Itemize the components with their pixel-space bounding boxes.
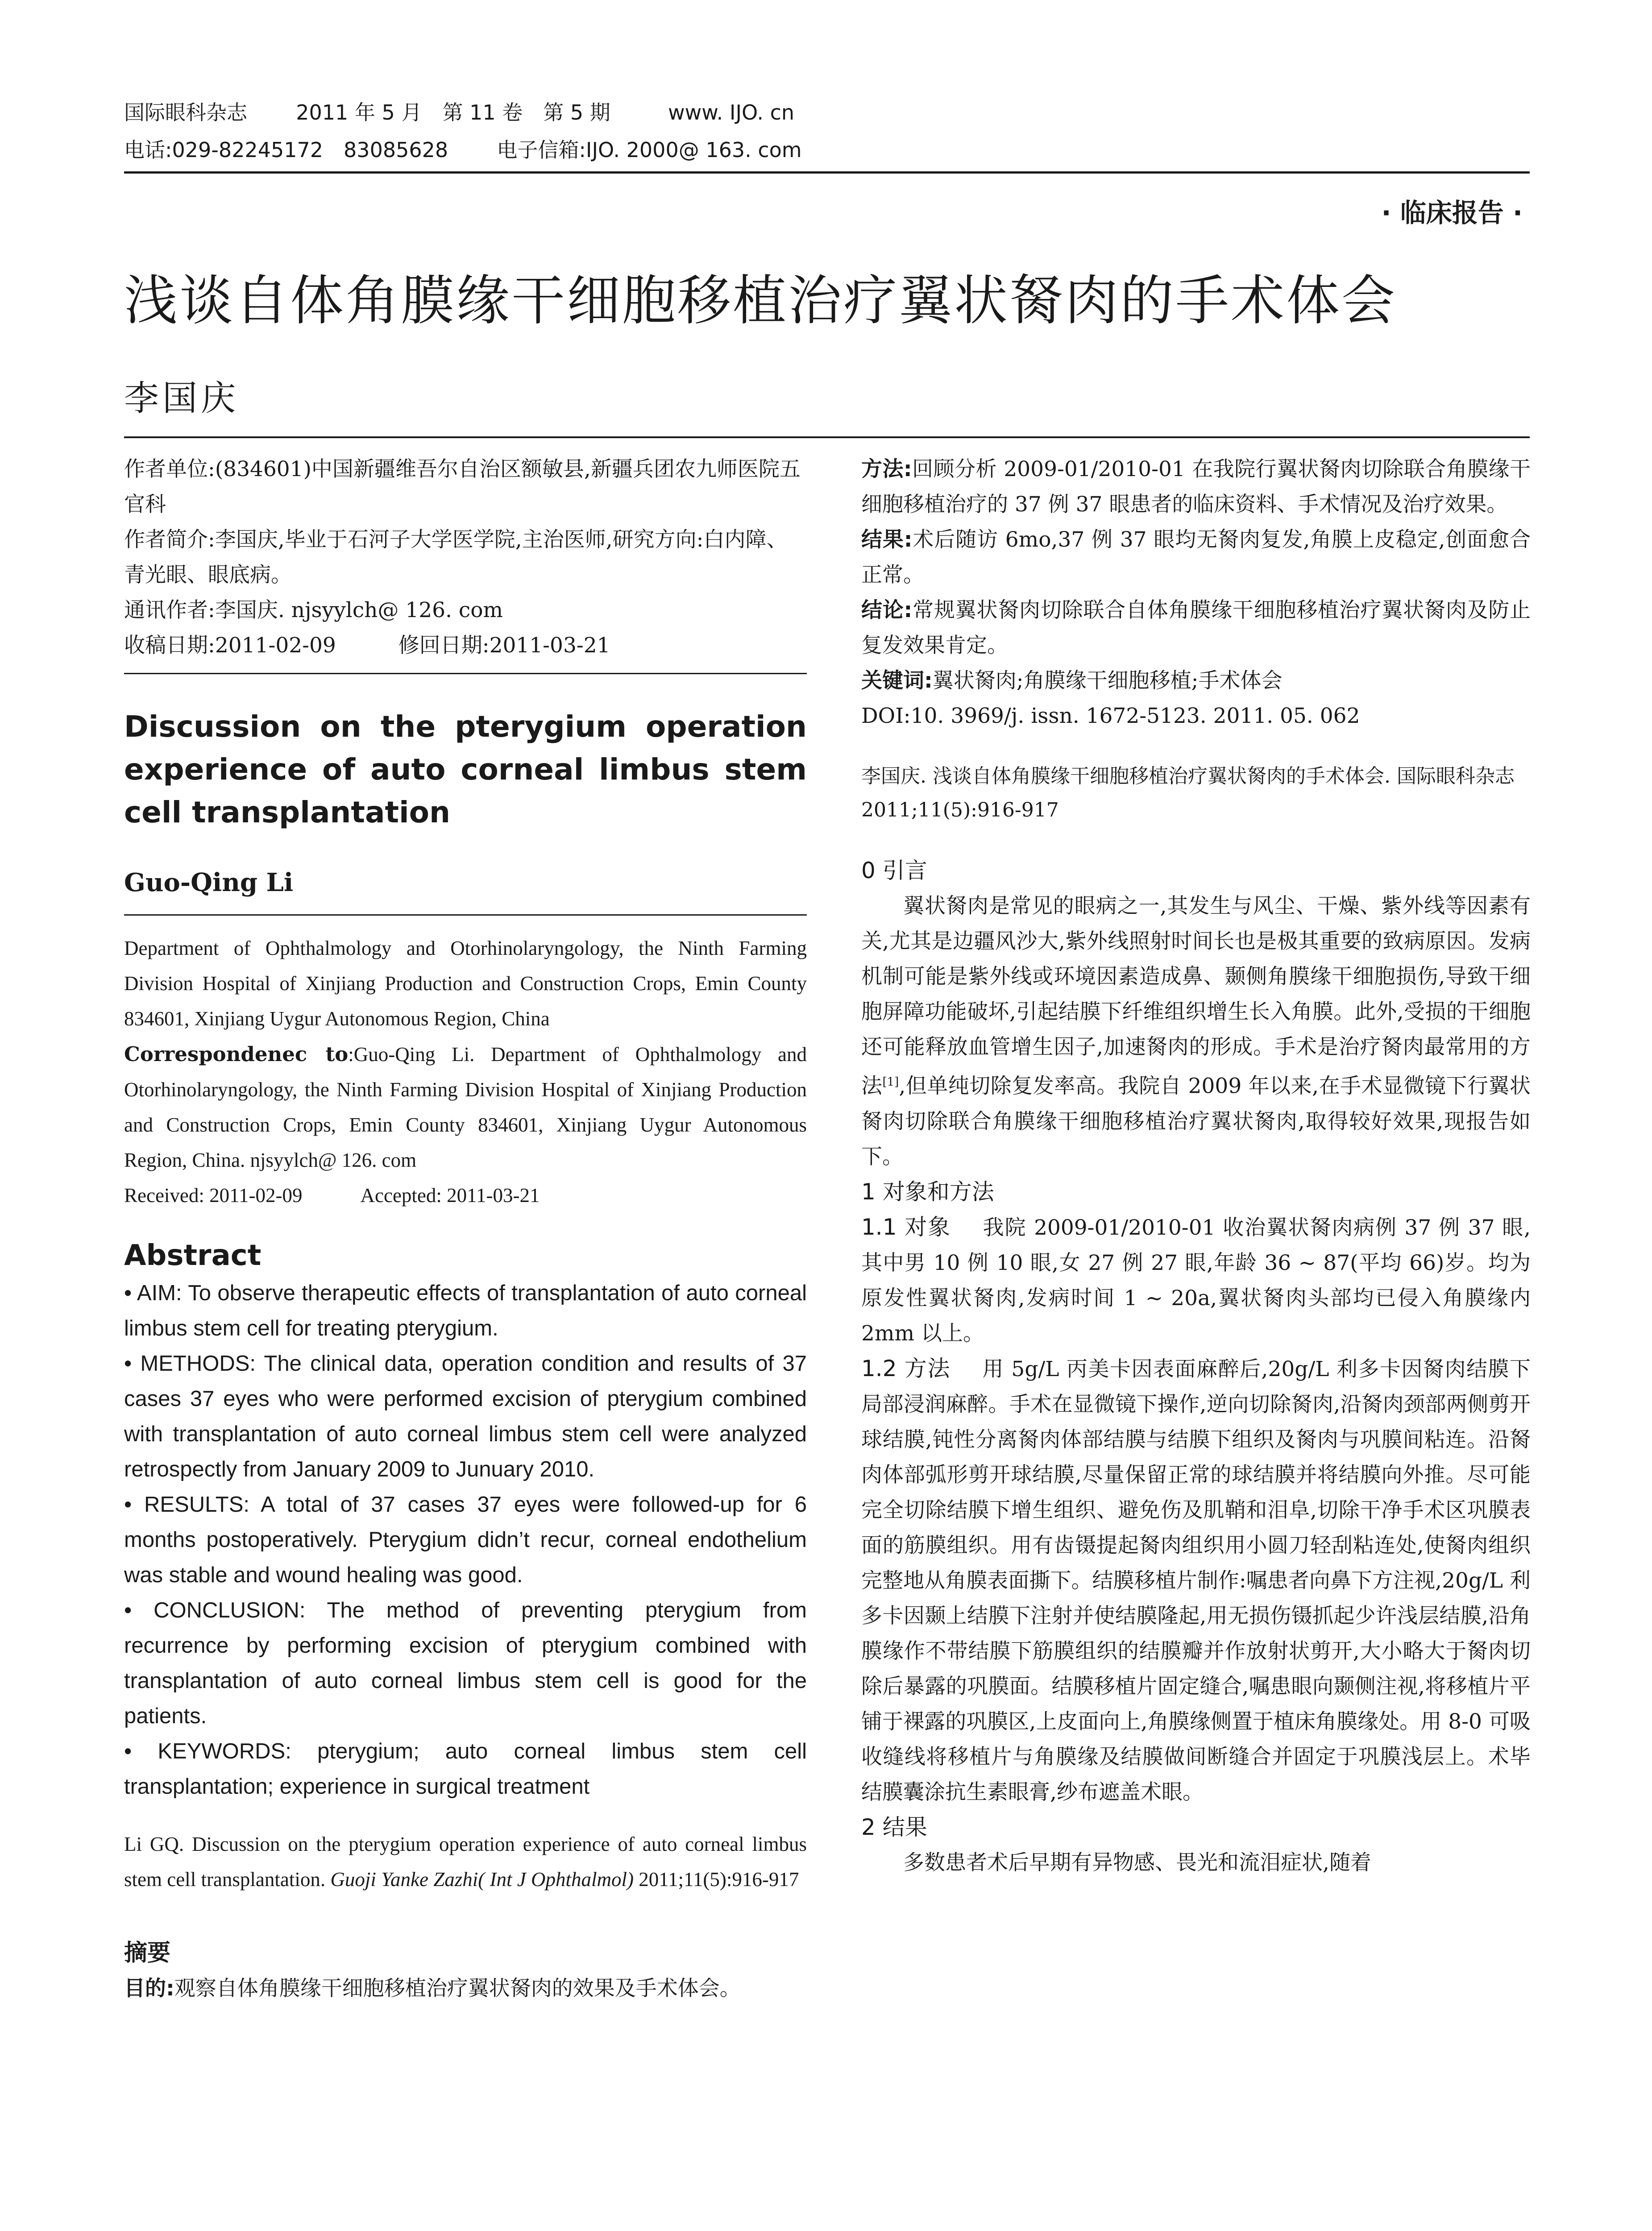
article-author: 李国庆	[124, 378, 240, 419]
english-author: Guo-Qing Li	[124, 868, 294, 897]
chinese-citation: 李国庆. 浅谈自体角膜缘干细胞移植治疗翼状胬肉的手术体会. 国际眼科杂志 2011;11(5):916-917	[861, 765, 1515, 821]
s0-reference: [1]	[882, 1075, 899, 1089]
citation-tail: 2011;11(5):916-917	[633, 1868, 799, 1891]
left-column	[124, 452, 807, 2006]
abstract-keywords: • KEYWORDS: pterygium; auto corneal limbus stem cell transplantation; experience in surgical treatment	[124, 1739, 807, 1799]
revised-date: 修回日期:2011-03-21	[398, 633, 610, 658]
citation-text: Li GQ. Discussion on the pterygium operation experience of auto corneal limbus stem cell transplantation.	[124, 1833, 807, 1891]
section-2-paragraph: 多数患者术后早期有异物感、畏光和流泪症状,随着	[903, 1850, 1371, 1875]
abstract-heading: Abstract	[124, 1239, 261, 1272]
chinese-abstract-heading: 摘要	[124, 1940, 171, 1966]
issue-info: 2011 年 5 月 第 11 卷 第 5 期	[296, 100, 610, 124]
author-meta	[124, 452, 807, 663]
email-address: 电子信箱:IJO. 2000@ 163. com	[497, 138, 802, 162]
section-2-heading: 2 结果	[861, 1814, 927, 1840]
abstract-results: • RESULTS: A total of 37 cases 37 eyes were followed-up for 6 months postoperatively. Pterygium didn’t recur, corneal endothelium was stable and wound healing was good.	[124, 1493, 807, 1587]
cn-results-label: 结果:	[861, 527, 913, 552]
english-title-line-1: Discussion on the pterygium operation	[124, 709, 807, 744]
cn-methods-label: 方法:	[861, 457, 912, 481]
cn-methods	[861, 452, 1531, 522]
english-author-rule	[124, 914, 807, 916]
header-rule	[124, 171, 1530, 174]
author-intro: 作者简介:李国庆,毕业于石河子大学医学院,主治医师,研究方向:白内障、青光眼、眼底病。	[124, 527, 788, 587]
citation-journal: Guoji Yanke Zazhi( Int J Ophthalmol)	[330, 1868, 634, 1891]
abstract-conclusion: • CONCLUSION: The method of preventing pterygium from recurrence by performing excision of pterygium combined with transplantation of auto corneal limbus stem cell is good for the patients.	[124, 1598, 807, 1728]
s12-text: 用 5g/L 丙美卡因表面麻醉后,20g/L 利多卡因胬肉结膜下局部浸润麻醉。手术在显微镜下操作,逆向切除胬肉,沿胬肉颈部两侧剪开球结膜,钝性分离胬肉体部结膜与结膜下组织及胬肉与巩膜间粘连。沿胬肉体部弧形剪开球结膜,尽量保留正常的球结膜并将结膜向外推。尽可能完全切除结膜下增生组织、避免伤及肌鞘和泪阜,切除干净手术区巩膜表面的筋膜组织。用有齿镊提起胬肉组织用小圆刀轻刮粘连处,使胬肉组织完整地从角膜表面撕下。结膜移植片制作:嘱患者向鼻下方注视,20g/L 利多卡因颞上结膜下注射并使结膜隆起,用无损伤镊抓起少许浅层结膜,沿角膜缘作不带结膜下筋膜组织的结膜瓣并作放射状剪开,大小略大于胬肉切除后暴露的巩膜面。结膜移植片固定缝合,嘱患眼向颞侧注视,将移植片平铺于裸露的巩膜区,上皮面向上,角膜缘侧置于植床角膜缘处。用 8-0 可吸收缝线将移植片与角膜缘及结膜做间断缝合并固定于巩膜浅层上。术毕结膜囊涂抗生素眼膏,纱布遮盖术眼。	[861, 1356, 1531, 1804]
phone-numbers: 电话:029-82245172 83085628	[124, 138, 448, 162]
article-title: 浅谈自体角膜缘干细胞移植治疗翼状胬肉的手术体会	[124, 270, 1397, 332]
s0-text: 翼状胬肉是常见的眼病之一,其发生与风尘、干燥、紫外线等因素有关,尤其是边疆风沙大,紫外线照射时间长也是极其重要的致病原因。发病机制可能是紫外线或环境因素造成鼻、颞侧角膜缘干细胞损伤,导致干细胞屏障功能破坏,引起结膜下纤维组织增生长入角膜。此外,受损的干细胞还可能释放血管增生因子,加速胬肉的形成。手术是治疗胬肉最常用的方法	[861, 894, 1531, 1099]
abstract-aim: • AIM: To observe therapeutic effects of transplantation of auto corneal limbus stem cell for treating pterygium.	[124, 1281, 807, 1340]
cn-results-text: 术后随访 6mo,37 例 37 眼均无胬肉复发,角膜上皮稳定,创面愈合正常。	[861, 527, 1531, 587]
english-abstract	[124, 1276, 807, 1804]
cn-doi: DOI:10. 3969/j. issn. 1672-5123. 2011. 05. 062	[861, 704, 1360, 728]
corresponding-author: 通讯作者:李国庆. njsyylch@ 126. com	[124, 598, 503, 622]
author-affiliation: 作者单位:(834601)中国新疆维吾尔自治区额敏县,新疆兵团农九师医院五官科	[124, 457, 801, 517]
s0-text-2: ,但单纯切除复发率高。我院自 2009 年以来,在手术显微镜下行翼状胬肉切除联合角膜缘干细胞移植治疗翼状胬肉,取得较好效果,现报告如下。	[861, 1074, 1531, 1169]
cn-keywords	[861, 663, 1531, 698]
cn-results	[861, 522, 1531, 593]
english-title-line-3: cell transplantation	[124, 795, 450, 829]
s11-label: 1.1 对象	[861, 1214, 951, 1240]
abstract-methods: • METHODS: The clinical data, operation condition and results of 37 cases 37 eyes who were performed excision of pterygium combined with transplantation of auto corneal limbus stem cell were analyzed retrospectly from January 2009 to Junuary 2010.	[124, 1352, 807, 1481]
cn-conclusion-text: 常规翼状胬肉切除联合自体角膜缘干细胞移植治疗翼状胬肉及防止复发效果肯定。	[861, 598, 1531, 658]
cn-aim-text: 观察自体角膜缘干细胞移植治疗翼状胬肉的效果及手术体会。	[174, 1976, 741, 2001]
section-1-1-paragraph	[861, 1210, 1531, 1351]
title-rule	[124, 436, 1530, 438]
s12-label: 1.2 方法	[861, 1355, 951, 1381]
english-title	[124, 705, 807, 834]
chinese-abstract-continued	[861, 452, 1531, 734]
english-title-line-2: experience of auto corneal limbus stem	[124, 752, 807, 787]
s11-text: 我院 2009-01/2010-01 收治翼状胬肉病例 37 例 37 眼,其中男 10 例 10 眼,女 27 例 27 眼,年龄 36 ~ 87(平均 66)岁。均为原发性翼状胬肉,发病时间 1 ~ 20a,翼状胬肉头部均已侵入角膜缘内 2mm 以上。	[861, 1215, 1531, 1346]
english-dates	[124, 1178, 807, 1213]
english-received: Received: 2011-02-09	[124, 1184, 303, 1207]
section-1-heading: 1 对象和方法	[861, 1178, 994, 1205]
received-date: 收稿日期:2011-02-09	[124, 633, 336, 658]
journal-name: 国际眼科杂志	[124, 100, 247, 124]
cn-conclusion	[861, 593, 1531, 663]
section-1-2-paragraph	[861, 1351, 1531, 1810]
section-label: · 临床报告 ·	[1381, 198, 1523, 228]
section-0-paragraph	[861, 888, 1531, 1174]
article-body	[861, 853, 1531, 1880]
english-citation	[124, 1827, 807, 1897]
meta-rule	[124, 673, 807, 674]
english-affiliation-block	[124, 931, 807, 1213]
running-header-line-2	[124, 137, 802, 163]
cn-conclusion-label: 结论:	[861, 598, 913, 622]
english-correspondence	[124, 1037, 807, 1178]
cn-keywords-label: 关键词:	[861, 668, 933, 693]
section-0-heading: 0 引言	[861, 858, 927, 883]
correspondence-label: Correspondenec to	[124, 1042, 349, 1066]
chinese-abstract-aim	[124, 1971, 807, 2006]
journal-website: www. IJO. cn	[668, 100, 795, 124]
right-column	[861, 452, 1531, 1880]
running-header-line-1	[124, 99, 794, 126]
correspondence-text: :Guo-Qing Li. Department of Ophthalmology and Otorhinolaryngology, the Ninth Farming Division Hospital of Xinjiang Production and Construction Crops, Emin County 834601, Xinjiang Uygur Autonomous Region, China. njsyylch@ 126. com	[124, 1043, 807, 1171]
cn-keywords-text: 翼状胬肉;角膜缘干细胞移植;手术体会	[932, 668, 1283, 693]
cn-methods-text: 回顾分析 2009-01/2010-01 在我院行翼状胬肉切除联合角膜缘干细胞移植治疗的 37 例 37 眼患者的临床资料、手术情况及治疗效果。	[861, 457, 1531, 517]
english-affiliation: Department of Ophthalmology and Otorhinolaryngology, the Ninth Farming Division Hospital of Xinjiang Production and Construction Crops, Emin County 834601, Xinjiang Uygur Autonomous Region, China	[124, 937, 807, 1030]
dates-line	[124, 628, 807, 663]
english-accepted: Accepted: 2011-03-21	[360, 1184, 540, 1207]
cn-aim-label: 目的:	[124, 1976, 174, 2001]
